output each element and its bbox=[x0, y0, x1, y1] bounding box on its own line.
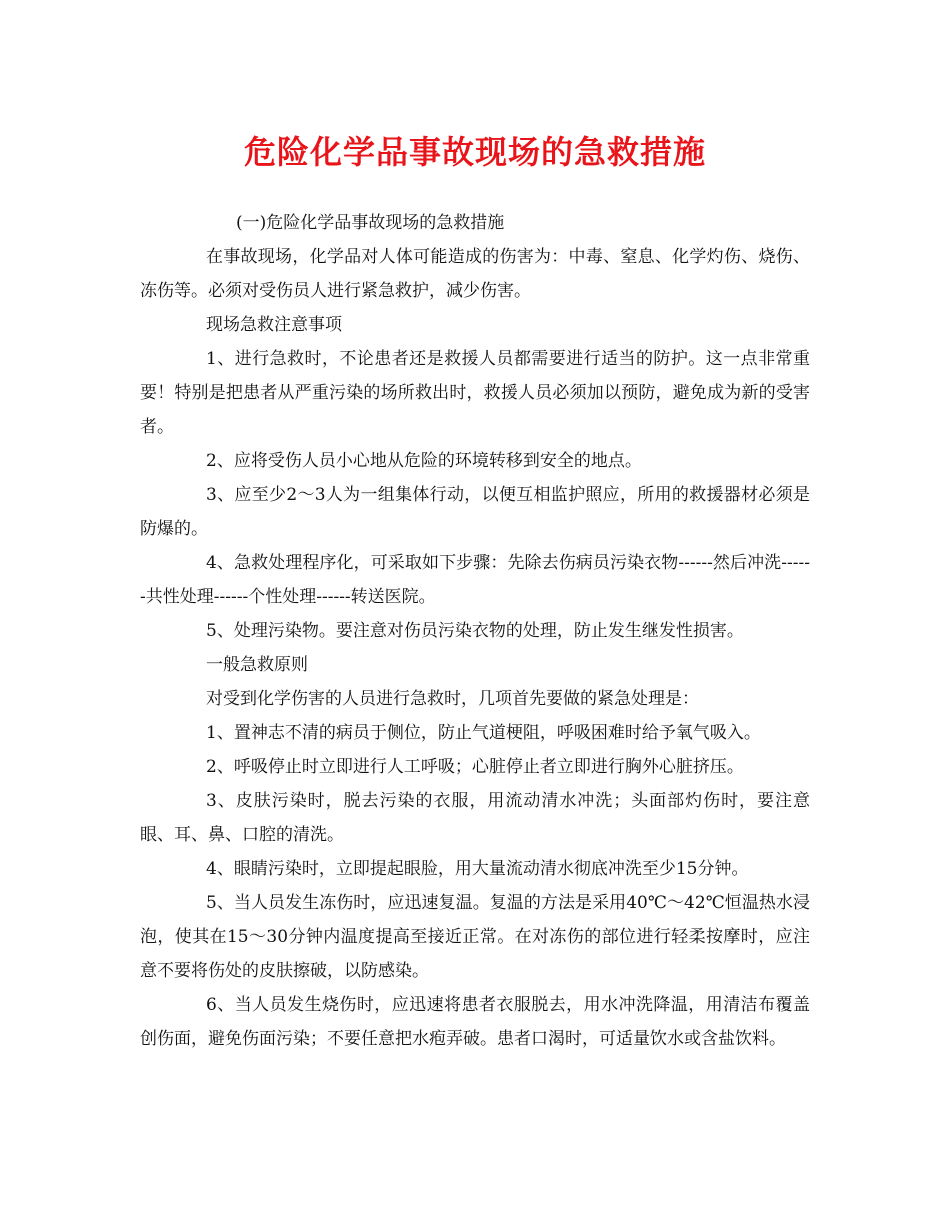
list-item: 1、进行急救时，不论患者还是救援人员都需要进行适当的防护。这一点非常重要！特别是把患者从严重污染的场所救出时，救援人员必须加以预防，避免成为新的受害者。 bbox=[140, 349, 810, 437]
section-heading: (一)危险化学品事故现场的急救措施 bbox=[236, 213, 505, 233]
list-item: 5、处理污染物。要注意对伤员污染衣物的处理，防止发生继发性损害。 bbox=[206, 621, 744, 641]
subsection-heading: 一般急救原则 bbox=[206, 655, 308, 675]
paragraph: 在事故现场，化学品对人体可能造成的伤害为：中毒、窒息、化学灼伤、烧伤、冻伤等。必须对受伤员人进行紧急救护，减少伤害。 bbox=[140, 247, 810, 301]
document-title: 危险化学品事故现场的急救措施 bbox=[243, 133, 706, 171]
list-item: 6、当人员发生烧伤时，应迅速将患者衣服脱去，用水冲洗降温，用清洁布覆盖创伤面，避免伤面污染；不要任意把水疱弄破。患者口渴时，可适量饮水或含盐饮料。 bbox=[140, 995, 810, 1049]
list-item: 5、当人员发生冻伤时，应迅速复温。复温的方法是采用40℃～42℃恒温热水浸泡，使其在15～30分钟内温度提高至接近正常。在对冻伤的部位进行轻柔按摩时，应注意不要将伤处的皮肤擦破，以防感染。 bbox=[140, 893, 810, 981]
subsection-heading: 现场急救注意事项 bbox=[206, 315, 342, 335]
document-body bbox=[140, 206, 810, 1056]
list-item: 3、皮肤污染时，脱去污染的衣服，用流动清水冲洗；头面部灼伤时，要注意眼、耳、鼻、口腔的清洗。 bbox=[140, 791, 810, 845]
list-item: 4、急救处理程序化，可采取如下步骤：先除去伤病员污染衣物------然后冲洗------共性处理------个性处理------转送医院。 bbox=[140, 553, 810, 607]
list-item: 3、应至少2～3人为一组集体行动，以便互相监护照应，所用的救援器材必须是防爆的。 bbox=[140, 485, 810, 539]
paragraph: 对受到化学伤害的人员进行急救时，几项首先要做的紧急处理是： bbox=[206, 689, 699, 709]
list-item: 1、置神志不清的病员于侧位，防止气道梗阻，呼吸困难时给予氧气吸入。 bbox=[206, 723, 761, 743]
list-item: 4、眼睛污染时，立即提起眼脸，用大量流动清水彻底冲洗至少15分钟。 bbox=[206, 859, 749, 879]
list-item: 2、呼吸停止时立即进行人工呼吸；心脏停止者立即进行胸外心脏挤压。 bbox=[206, 757, 744, 777]
list-item: 2、应将受伤人员小心地从危险的环境转移到安全的地点。 bbox=[206, 451, 642, 471]
